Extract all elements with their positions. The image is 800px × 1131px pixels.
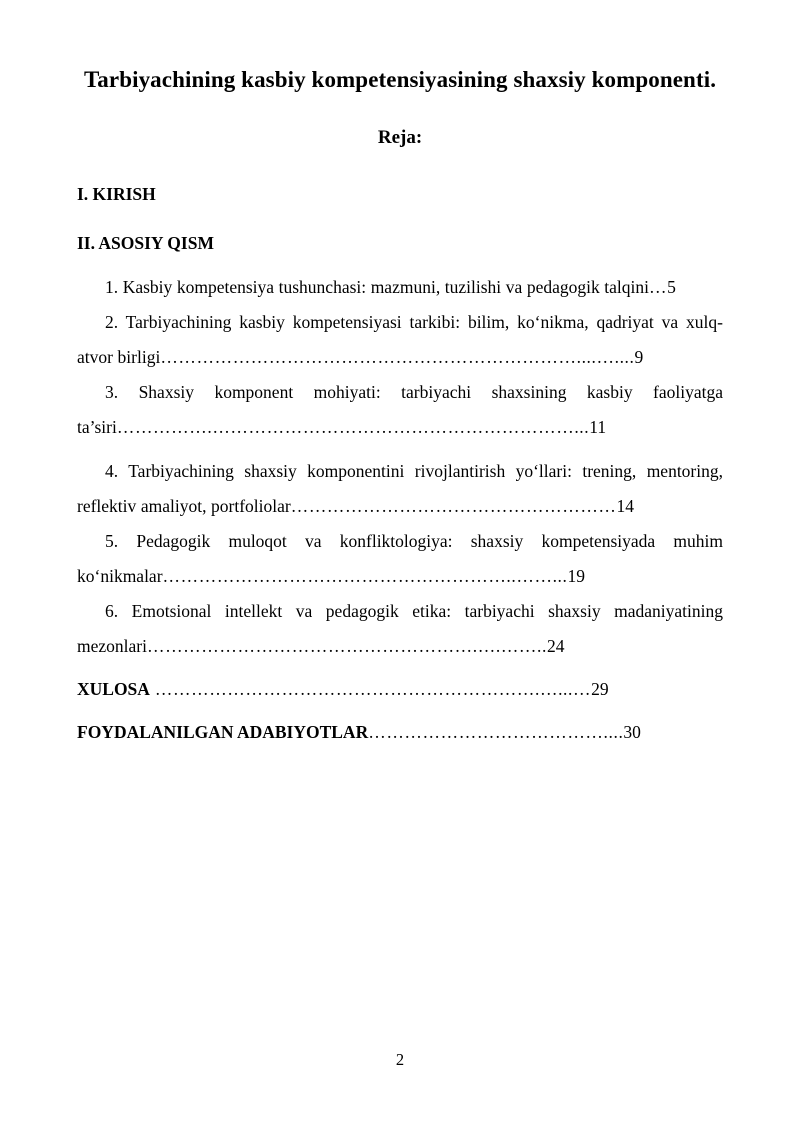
page-title: Tarbiyachining kasbiy kompetensiyasining shaxsiy komponenti. [83, 67, 717, 92]
toc-page-number: 11 [589, 417, 607, 437]
toc-page-number: 24 [546, 636, 565, 656]
toc-item-text: 5. Pedagogik muloqot va konfliktologiya: shaxsiy kompetensiyada muhim ko‘nikmalar [77, 531, 723, 586]
toc-leader: ……………………………………………………….…...… [149, 679, 592, 699]
toc-page-number: 29 [591, 679, 609, 699]
toc-page-number: 14 [616, 496, 635, 516]
toc-item-text: 2. Tarbiyachining kasbiy kompetensiyasi tarkibi: bilim, ko‘nikma, qadriyat va xulq-atvor birligi [77, 312, 723, 367]
toc-item[interactable] [77, 524, 723, 594]
toc-leader: …………………………………………………..……... [162, 566, 568, 586]
toc-item[interactable] [77, 375, 723, 445]
toc-item-text: 1. Kasbiy kompetensiya tushunchasi: mazmuni, tuzilishi va pedagogik talqini [105, 277, 650, 297]
toc-leader: ………………………………….... [368, 722, 624, 742]
section-heading-asosiy-qism: II. ASOSIY QISM [77, 233, 214, 253]
toc-item-references[interactable] [77, 707, 723, 750]
toc-item-text: 4. Tarbiyachining shaxsiy komponentini rivojlantirish yo‘llari: trening, mentoring, reflektiv amaliyot, portfoliolar [77, 461, 723, 516]
toc-item-text: 6. Emotsional intellekt va pedagogik etika: tarbiyachi shaxsiy madaniyatining mezonlari [77, 601, 723, 656]
folio-page-number: 2 [395, 1050, 405, 1069]
toc-item-text: 3. Shaxsiy komponent mohiyati: tarbiyachi shaxsining kasbiy faoliyatga ta’siri [77, 382, 723, 437]
toc-item[interactable] [77, 594, 723, 664]
toc-item-xulosa[interactable] [77, 664, 723, 707]
toc-page-number: 5 [667, 277, 676, 297]
toc-item[interactable] [77, 305, 723, 375]
toc-page-number: 30 [623, 722, 641, 742]
toc-leader: ……………………………………………………………....….... [160, 347, 635, 367]
section-heading-kirish: I. KIRISH [77, 184, 156, 204]
toc-item[interactable] [77, 445, 723, 524]
toc-page-number: 9 [634, 347, 644, 367]
toc-leader: … [649, 277, 668, 297]
toc-leader: ……………………………………………….….…….. [146, 636, 547, 656]
toc-page-number: 19 [567, 566, 586, 586]
toc-item-label: FOYDALANILGAN ADABIYOTLAR [77, 722, 369, 742]
toc-leader: ……………………………………………… [290, 496, 617, 516]
plan-subtitle: Reja: [377, 127, 423, 148]
toc-item[interactable] [77, 261, 723, 305]
table-of-contents [77, 261, 723, 750]
toc-leader: …………….……………………………………………………... [116, 417, 590, 437]
toc-item-label: XULOSA [77, 679, 150, 699]
